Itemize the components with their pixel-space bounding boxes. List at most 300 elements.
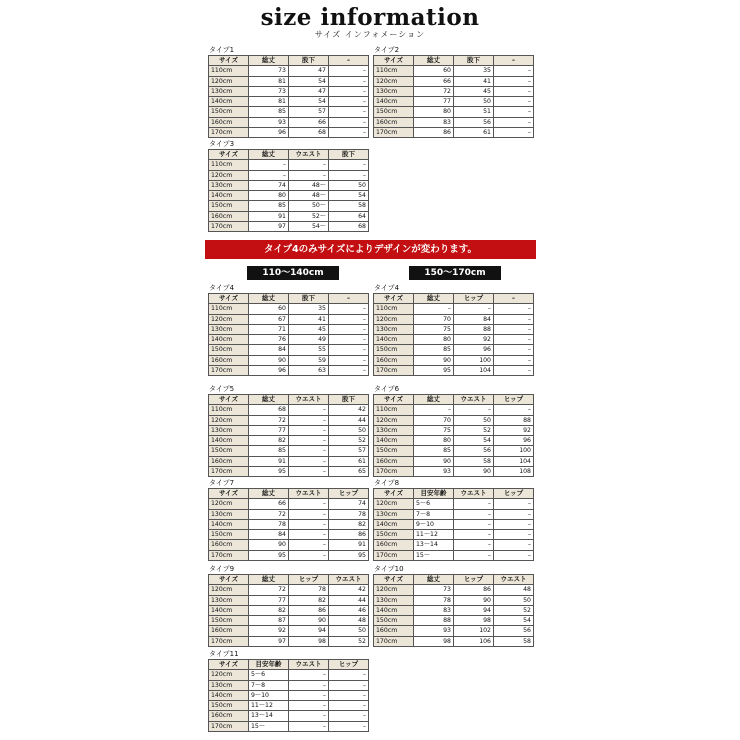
value-cell: 50 <box>329 626 369 636</box>
value-cell: – <box>329 670 369 680</box>
table-row <box>209 456 369 466</box>
table-row <box>209 585 369 595</box>
value-cell: 75 <box>414 324 454 334</box>
value-cell: – <box>494 117 534 127</box>
value-cell: 104 <box>454 366 494 376</box>
value-cell: 80 <box>414 436 454 446</box>
value-cell: – <box>329 680 369 690</box>
size-cell: 160cm <box>209 355 249 365</box>
column-header: 総丈 <box>249 150 289 160</box>
value-cell: 47 <box>289 86 329 96</box>
value-cell: 77 <box>249 595 289 605</box>
value-cell: 58 <box>454 456 494 466</box>
size-cell: 150cm <box>374 107 414 117</box>
size-cell: 150cm <box>209 616 249 626</box>
value-cell: 65 <box>329 467 369 477</box>
size-cell: 170cm <box>374 128 414 138</box>
value-cell: 72 <box>249 509 289 519</box>
size-cell: 140cm <box>374 605 414 615</box>
value-cell: 85 <box>249 446 289 456</box>
value-cell: – <box>289 425 329 435</box>
value-cell: 42 <box>329 405 369 415</box>
column-header: ヒップ <box>329 660 369 670</box>
value-cell: – <box>289 711 329 721</box>
column-header: ヒップ <box>494 489 534 499</box>
value-cell: 73 <box>249 86 289 96</box>
value-cell: – <box>289 530 329 540</box>
column-header: 股下 <box>454 56 494 66</box>
value-cell: – <box>494 66 534 76</box>
value-cell: – <box>289 701 329 711</box>
value-cell: 97 <box>249 222 289 232</box>
table-row <box>209 616 369 626</box>
column-header: – <box>494 294 534 304</box>
table-row <box>374 530 534 540</box>
size-cell: 170cm <box>209 222 249 232</box>
size-cell: 130cm <box>209 86 249 96</box>
value-cell: 47 <box>289 66 329 76</box>
value-cell: 102 <box>454 626 494 636</box>
value-cell: – <box>289 446 329 456</box>
value-cell: 41 <box>454 76 494 86</box>
value-cell: 68 <box>329 222 369 232</box>
value-cell: – <box>249 170 289 180</box>
table-type-label: タイプ6 <box>374 385 400 393</box>
size-table <box>208 293 369 376</box>
table-row <box>374 117 534 127</box>
value-cell: – <box>494 304 534 314</box>
table-row <box>209 314 369 324</box>
table-row <box>374 76 534 86</box>
table-row <box>374 456 534 466</box>
size-table-block <box>208 385 369 477</box>
size-cell: 130cm <box>374 86 414 96</box>
size-cell: 140cm <box>374 97 414 107</box>
table-type-label: タイプ3 <box>209 140 235 148</box>
size-table-block <box>373 284 534 376</box>
value-cell: 86 <box>454 585 494 595</box>
value-cell: 68 <box>249 405 289 415</box>
size-table-block <box>208 565 369 647</box>
value-cell: 42 <box>329 585 369 595</box>
value-cell: 90 <box>414 456 454 466</box>
value-cell: 96 <box>249 128 289 138</box>
table-row <box>374 355 534 365</box>
column-header: 総丈 <box>249 395 289 405</box>
size-cell: 120cm <box>374 415 414 425</box>
value-cell: 72 <box>414 86 454 96</box>
column-header: サイズ <box>374 294 414 304</box>
value-cell: 35 <box>289 304 329 314</box>
value-cell: 85 <box>249 201 289 211</box>
table-row <box>374 585 534 595</box>
value-cell: 58 <box>329 201 369 211</box>
value-cell: 87 <box>249 616 289 626</box>
value-cell: 7～8 <box>249 680 289 690</box>
value-cell: 100 <box>454 355 494 365</box>
column-header: 総丈 <box>414 575 454 585</box>
size-cell: 140cm <box>209 335 249 345</box>
table-row <box>209 721 369 731</box>
column-header: サイズ <box>209 150 249 160</box>
value-cell: 76 <box>249 335 289 345</box>
value-cell: – <box>289 436 329 446</box>
table-row <box>374 345 534 355</box>
size-cell: 160cm <box>209 540 249 550</box>
table-row <box>209 222 369 232</box>
size-cell: 110cm <box>374 66 414 76</box>
value-cell: 35 <box>454 66 494 76</box>
value-cell: 88 <box>494 415 534 425</box>
value-cell: 13～14 <box>414 540 454 550</box>
size-cell: 110cm <box>209 160 249 170</box>
column-header: ウエスト <box>454 489 494 499</box>
table-row <box>374 97 534 107</box>
column-header: ウエスト <box>329 575 369 585</box>
value-cell: – <box>329 117 369 127</box>
column-header: – <box>329 294 369 304</box>
column-header: 目安年齢 <box>249 660 289 670</box>
value-cell: – <box>249 160 289 170</box>
size-cell: 150cm <box>209 107 249 117</box>
size-cell: 140cm <box>374 436 414 446</box>
table-row <box>209 436 369 446</box>
size-cell: 140cm <box>209 690 249 700</box>
table-row <box>374 605 534 615</box>
value-cell: 73 <box>249 66 289 76</box>
value-cell: – <box>289 405 329 415</box>
size-cell: 120cm <box>209 415 249 425</box>
value-cell: 86 <box>289 605 329 615</box>
value-cell: 86 <box>329 530 369 540</box>
value-cell: 52 <box>454 425 494 435</box>
value-cell: 71 <box>249 324 289 334</box>
size-cell: 120cm <box>374 499 414 509</box>
value-cell: 54～ <box>289 222 329 232</box>
size-table <box>373 394 534 477</box>
column-header: ヒップ <box>454 294 494 304</box>
size-table <box>373 55 534 138</box>
table-row <box>374 324 534 334</box>
column-header: ヒップ <box>329 489 369 499</box>
value-cell: 15～ <box>249 721 289 731</box>
table-row <box>209 324 369 334</box>
table-row <box>374 626 534 636</box>
table-row <box>209 605 369 615</box>
value-cell: 78 <box>289 585 329 595</box>
column-header: ヒップ <box>289 575 329 585</box>
column-header: 総丈 <box>249 56 289 66</box>
size-table-block <box>208 650 369 732</box>
value-cell: – <box>289 680 329 690</box>
value-cell: 73 <box>414 585 454 595</box>
table-row <box>209 180 369 190</box>
value-cell: 93 <box>414 467 454 477</box>
column-header: サイズ <box>209 489 249 499</box>
value-cell: 54 <box>289 76 329 86</box>
value-cell: – <box>289 456 329 466</box>
column-header: 股下 <box>289 56 329 66</box>
table-row <box>374 436 534 446</box>
size-table-block <box>373 46 534 138</box>
size-cell: 160cm <box>209 711 249 721</box>
value-cell: – <box>329 314 369 324</box>
value-cell: – <box>494 97 534 107</box>
value-cell: 77 <box>249 425 289 435</box>
table-row <box>209 304 369 314</box>
value-cell: 41 <box>289 314 329 324</box>
table-header-row <box>209 150 369 160</box>
value-cell: 70 <box>414 415 454 425</box>
value-cell: 50 <box>494 595 534 605</box>
value-cell: 84 <box>454 314 494 324</box>
value-cell: 54 <box>329 191 369 201</box>
size-cell: 170cm <box>374 366 414 376</box>
value-cell: 56 <box>454 117 494 127</box>
table-row <box>374 314 534 324</box>
value-cell: – <box>454 530 494 540</box>
value-cell: – <box>494 519 534 529</box>
value-cell: – <box>454 304 494 314</box>
table-type-label: タイプ2 <box>374 46 400 54</box>
size-cell: 130cm <box>209 180 249 190</box>
size-cell: 170cm <box>209 467 249 477</box>
value-cell: – <box>494 509 534 519</box>
size-cell: 120cm <box>209 499 249 509</box>
value-cell: 77 <box>414 97 454 107</box>
value-cell: – <box>494 499 534 509</box>
value-cell: 90 <box>249 540 289 550</box>
table-row <box>209 76 369 86</box>
table-row <box>209 66 369 76</box>
value-cell: – <box>494 405 534 415</box>
value-cell: 97 <box>249 636 289 646</box>
table-row <box>374 304 534 314</box>
value-cell: 106 <box>454 636 494 646</box>
table-header-row <box>374 489 534 499</box>
value-cell: 88 <box>454 324 494 334</box>
table-row <box>209 335 369 345</box>
value-cell: 70 <box>414 314 454 324</box>
size-cell: 140cm <box>374 519 414 529</box>
column-header: サイズ <box>209 56 249 66</box>
value-cell: 90 <box>454 467 494 477</box>
size-cell: 150cm <box>209 201 249 211</box>
table-header-row <box>374 56 534 66</box>
value-cell: 48～ <box>289 191 329 201</box>
value-cell: – <box>494 314 534 324</box>
size-table <box>373 574 534 647</box>
value-cell: – <box>494 355 534 365</box>
value-cell: – <box>494 530 534 540</box>
table-row <box>374 550 534 560</box>
value-cell: 58 <box>494 636 534 646</box>
table-row <box>374 540 534 550</box>
value-cell: 45 <box>289 324 329 334</box>
value-cell: 75 <box>414 425 454 435</box>
value-cell: – <box>329 107 369 117</box>
column-header: – <box>329 56 369 66</box>
value-cell: 98 <box>454 616 494 626</box>
size-cell: 150cm <box>209 530 249 540</box>
table-header-row <box>209 395 369 405</box>
size-cell: 170cm <box>209 550 249 560</box>
value-cell: – <box>329 160 369 170</box>
size-cell: 150cm <box>209 345 249 355</box>
page-title: size information <box>260 4 480 31</box>
table-header-row <box>209 56 369 66</box>
size-table-block <box>208 479 369 561</box>
value-cell: – <box>329 345 369 355</box>
value-cell: 90 <box>414 355 454 365</box>
table-row <box>209 191 369 201</box>
table-row <box>209 690 369 700</box>
size-cell: 170cm <box>209 366 249 376</box>
size-cell: 130cm <box>209 595 249 605</box>
size-cell: 160cm <box>209 117 249 127</box>
size-cell: 140cm <box>209 97 249 107</box>
value-cell: – <box>494 128 534 138</box>
column-header: 股下 <box>329 395 369 405</box>
table-row <box>209 519 369 529</box>
table-row <box>209 201 369 211</box>
value-cell: 59 <box>289 355 329 365</box>
value-cell: – <box>289 540 329 550</box>
value-cell: 66 <box>414 76 454 86</box>
value-cell: 91 <box>249 211 289 221</box>
column-header: サイズ <box>374 56 414 66</box>
value-cell: – <box>454 519 494 529</box>
column-header: 総丈 <box>249 489 289 499</box>
value-cell: – <box>494 550 534 560</box>
value-cell: 95 <box>249 467 289 477</box>
column-header: ヒップ <box>494 395 534 405</box>
table-row <box>374 107 534 117</box>
size-cell: 160cm <box>374 540 414 550</box>
table-row <box>209 467 369 477</box>
size-cell: 130cm <box>209 680 249 690</box>
table-row <box>209 701 369 711</box>
value-cell: 50 <box>329 425 369 435</box>
table-row <box>374 128 534 138</box>
value-cell: 95 <box>249 550 289 560</box>
value-cell: – <box>494 366 534 376</box>
size-cell: 110cm <box>209 405 249 415</box>
table-row <box>209 415 369 425</box>
column-header: – <box>494 56 534 66</box>
value-cell: 48～ <box>289 180 329 190</box>
table-row <box>209 530 369 540</box>
size-cell: 120cm <box>209 314 249 324</box>
size-cell: 160cm <box>374 626 414 636</box>
size-table <box>208 149 369 232</box>
value-cell: 7～8 <box>414 509 454 519</box>
value-cell: 50 <box>454 415 494 425</box>
value-cell: – <box>289 519 329 529</box>
table-row <box>209 499 369 509</box>
size-cell: 160cm <box>209 456 249 466</box>
value-cell: 90 <box>289 616 329 626</box>
size-cell: 130cm <box>209 425 249 435</box>
value-cell: 9～10 <box>414 519 454 529</box>
value-cell: – <box>454 550 494 560</box>
value-cell: – <box>289 690 329 700</box>
table-row <box>209 711 369 721</box>
value-cell: 63 <box>289 366 329 376</box>
value-cell: 85 <box>414 345 454 355</box>
size-cell: 140cm <box>209 605 249 615</box>
value-cell: 96 <box>494 436 534 446</box>
value-cell: 74 <box>249 180 289 190</box>
size-cell: 120cm <box>209 585 249 595</box>
value-cell: 45 <box>454 86 494 96</box>
value-cell: – <box>289 170 329 180</box>
value-cell: 98 <box>414 636 454 646</box>
value-cell: 93 <box>414 626 454 636</box>
column-header: ウエスト <box>454 395 494 405</box>
table-row <box>209 550 369 560</box>
value-cell: 52～ <box>289 211 329 221</box>
size-cell: 120cm <box>374 76 414 86</box>
table-type-label: タイプ1 <box>209 46 235 54</box>
value-cell: 13～14 <box>249 711 289 721</box>
value-cell: – <box>329 97 369 107</box>
value-cell: 56 <box>494 626 534 636</box>
size-table-block <box>373 479 534 561</box>
page-subtitle: サイズ インフォメーション <box>314 30 426 39</box>
value-cell: 92 <box>249 626 289 636</box>
value-cell: 95 <box>329 550 369 560</box>
value-cell: – <box>329 690 369 700</box>
size-cell: 170cm <box>209 128 249 138</box>
column-header: サイズ <box>374 489 414 499</box>
size-table <box>208 574 369 647</box>
column-header: 股下 <box>329 150 369 160</box>
column-header: サイズ <box>209 294 249 304</box>
value-cell: 52 <box>494 605 534 615</box>
value-cell: 54 <box>454 436 494 446</box>
value-cell: – <box>329 721 369 731</box>
size-cell: 130cm <box>374 595 414 605</box>
table-row <box>374 509 534 519</box>
table-header-row <box>209 660 369 670</box>
table-type-label: タイプ4 <box>209 284 235 292</box>
value-cell: – <box>494 76 534 86</box>
table-header-row <box>374 575 534 585</box>
value-cell: – <box>289 550 329 560</box>
value-cell: 80 <box>414 107 454 117</box>
table-type-label: タイプ9 <box>209 565 235 573</box>
value-cell: 88 <box>414 616 454 626</box>
value-cell: – <box>414 304 454 314</box>
value-cell: – <box>289 509 329 519</box>
table-row <box>209 680 369 690</box>
table-row <box>374 616 534 626</box>
column-header: ウエスト <box>289 660 329 670</box>
value-cell: 55 <box>289 345 329 355</box>
column-header: サイズ <box>209 575 249 585</box>
value-cell: – <box>289 499 329 509</box>
value-cell: – <box>454 405 494 415</box>
column-header: ヒップ <box>454 575 494 585</box>
value-cell: – <box>329 128 369 138</box>
value-cell: – <box>494 324 534 334</box>
value-cell: 67 <box>249 314 289 324</box>
value-cell: – <box>289 670 329 680</box>
value-cell: 78 <box>249 519 289 529</box>
size-cell: 170cm <box>374 636 414 646</box>
column-header: 総丈 <box>414 56 454 66</box>
